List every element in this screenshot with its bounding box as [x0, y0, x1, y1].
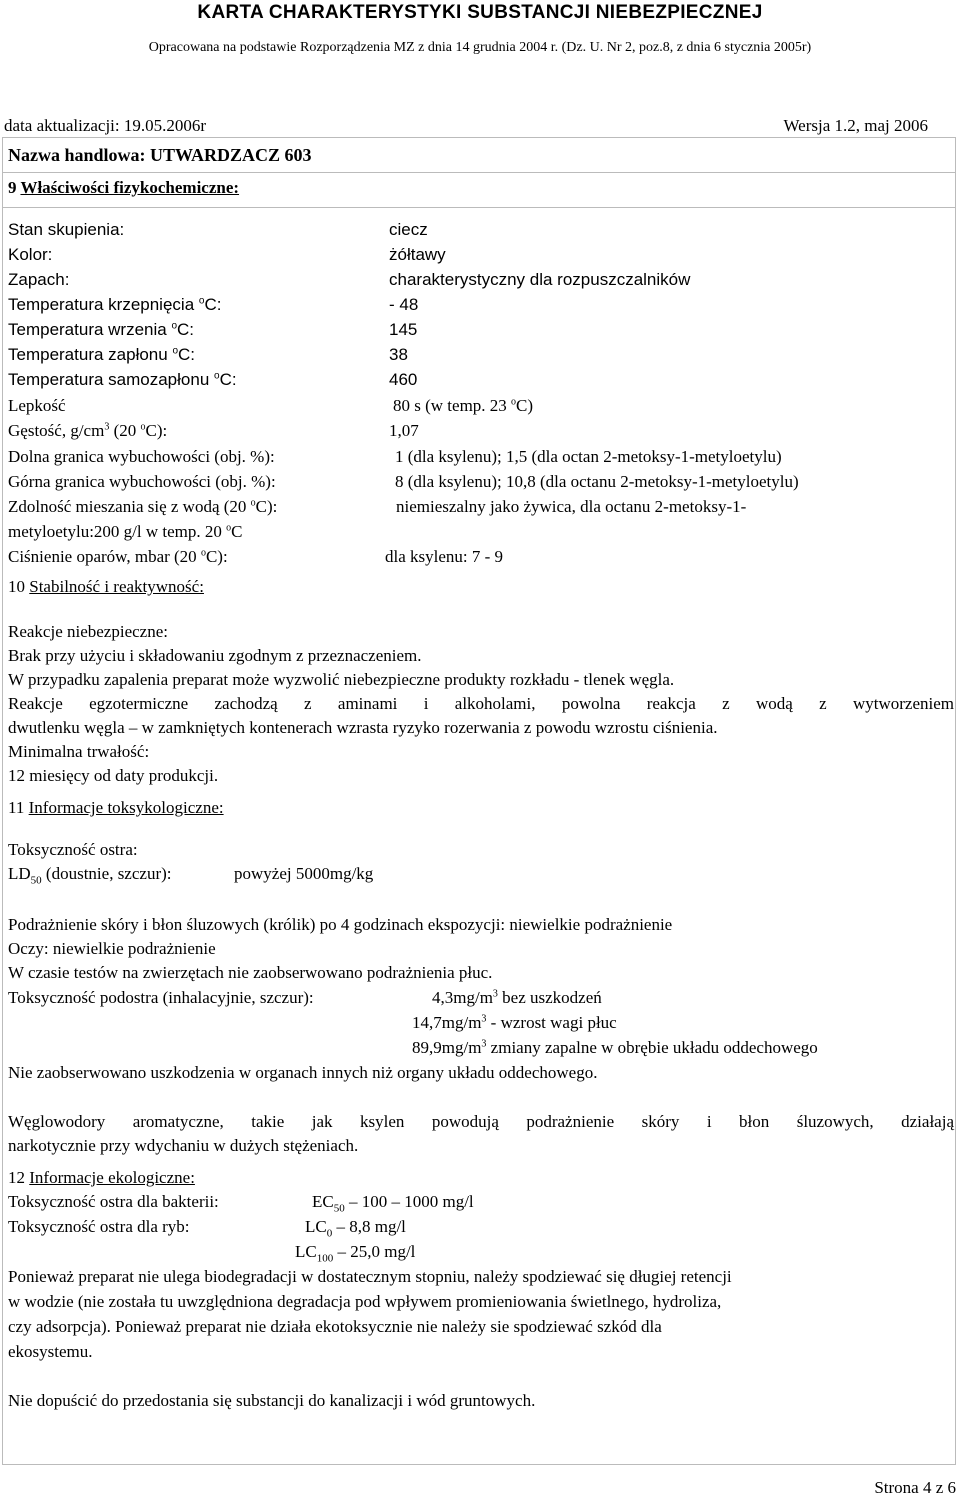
prop-value: dla ksylenu: 7 - 9	[385, 547, 504, 566]
prop-label: Stan skupienia:	[8, 220, 125, 239]
prop-label: Temperatura wrzenia $^o$C:	[8, 320, 195, 339]
prop-label: Zdolność mieszania się z wodą (20 $^o$C):	[8, 497, 278, 516]
prop-label: Górna granica wybuchowości (obj. %):	[8, 472, 276, 491]
text-line: W czasie testów na zwierzętach nie zaobserwowano podrażnienia płuc.	[8, 963, 493, 982]
section-9-heading: 9 Właściwości fizykochemiczne:	[8, 178, 240, 197]
ec50-value: $EC_{50} - 100 - 1000$ mg/l	[312, 1192, 474, 1215]
section-10-heading: 10 Stabilność i reaktywność:	[8, 577, 204, 596]
text-line: narkotycznie przy wdychaniu w dużych stężeniach.	[8, 1136, 359, 1155]
prop-value: charakterystyczny dla rozpuszczalników	[389, 270, 691, 289]
lc0-value: $LC_0 - 8,8$ mg/l	[305, 1217, 406, 1240]
prop-label: Temperatura zapłonu $^o$C:	[8, 345, 195, 364]
update-date: data aktualizacji: 19.05.2006r	[4, 116, 207, 135]
prop-label: Dolna granica wybuchowości (obj. %):	[8, 447, 275, 466]
document-title: KARTA CHARAKTERYSTYKI SUBSTANCJI NIEBEZPIECZNEJ	[197, 2, 763, 23]
prop-value: 80 s (w temp. 23 $^o$C)	[393, 396, 534, 415]
prop-value: 1 (dla ksylenu); 1,5 (dla octan 2-metoksy-1-metyloetylu)	[395, 447, 782, 466]
version: Wersja 1.2, maj 2006	[783, 116, 928, 135]
text-line: dwutlenku węgla – w zamkniętych kontenerach wzrasta ryzyko rozerwania z powodu wzrostu ciśnienia.	[8, 718, 718, 737]
prop-label: Gęstość, $g/cm^3$ (20 $^o$C):	[8, 421, 168, 440]
ld50-value: powyżej 5000mg/kg	[234, 864, 374, 883]
text-line: w wodzie (nie została tu uwzględniona degradacja pod wpływem promieniowania świetlnego, hydroliza,	[8, 1292, 722, 1311]
text-line: Węglowodory aromatyczne, takie jak ksylen powodują podrażnienie skóry i błon śluzowych, działają	[8, 1112, 954, 1131]
prop-value: niemieszalny jako żywica, dla octanu 2-metoksy-1-	[396, 497, 747, 516]
subacute-value: $14,7mg/m^3$ - wzrost wagi płuc	[412, 1013, 617, 1032]
prop-value: - 48	[389, 295, 419, 314]
divider	[2, 207, 955, 208]
ld50-label: $LD_{50}$ (doustnie, szczur):	[8, 864, 172, 887]
text-line: Toksyczność ostra dla bakterii:	[8, 1192, 219, 1211]
prop-value: 460	[389, 370, 418, 389]
prop-value: ciecz	[389, 220, 428, 239]
prop-value: 8 (dla ksylenu); 10,8 (dla octanu 2-metoksy-1-metyloetylu)	[395, 472, 799, 491]
prop-label: Temperatura krzepnięcia $^o$C:	[8, 295, 222, 314]
text-line: Reakcje egzotermiczne zachodzą z aminami i alkoholami, powolna reakcja z wodą z wytworzeniem	[8, 694, 954, 713]
text-line: Toksyczność podostra (inhalacyjnie, szczur):	[8, 988, 314, 1007]
subacute-value: $89,9mg/m^3$ zmiany zapalne w obrębie układu oddechowego	[412, 1038, 818, 1057]
subacute-value: $4,3mg/m^3$ bez uszkodzeń	[432, 988, 602, 1007]
text-line: Toksyczność ostra:	[8, 840, 138, 859]
subheading: Reakcje niebezpieczne:	[8, 622, 168, 641]
text-line: Oczy: niewielkie podrażnienie	[8, 939, 216, 958]
prop-value: 38	[389, 345, 408, 364]
text-line: Nie zaobserwowano uszkodzenia w organach innych niż organy układu oddechowego.	[8, 1063, 598, 1082]
text-line: Brak przy użyciu i składowaniu zgodnym z przeznaczeniem.	[8, 646, 422, 665]
text-line: ekosystemu.	[8, 1342, 93, 1361]
prop-label: Temperatura samozapłonu $^o$C:	[8, 370, 237, 389]
regulation-subtitle: Opracowana na podstawie Rozporządzenia MZ z dnia 14 grudnia 2004 r. (Dz. U. Nr 2, poz.8, z dnia 6 stycznia 2005r)	[148, 40, 812, 55]
prop-label: Ciśnienie oparów, mbar (20 $^o$C):	[8, 547, 228, 566]
text-line: Ponieważ preparat nie ulega biodegradacji w dostatecznym stopniu, należy spodziewać się długiej retencji	[8, 1267, 732, 1286]
prop-value-continued: metyloetylu:200 g/l w temp. 20 $^o$C	[8, 522, 243, 541]
text-line: Podrażnienie skóry i błon śluzowych (królik) po 4 godzinach ekspozycji: niewielkie podrażnienie	[8, 915, 673, 934]
lc100-value: $LC_{100} - 25,0$ mg/l	[295, 1242, 416, 1265]
prop-label: Zapach:	[8, 270, 70, 289]
prop-label: Lepkość	[8, 396, 66, 415]
text-line: 12 miesięcy od daty produkcji.	[8, 766, 219, 785]
text-line: Nie dopuścić do przedostania się substancji do kanalizacji i wód gruntowych.	[8, 1391, 536, 1410]
text-line: czy adsorpcja). Ponieważ preparat nie działa ekotoksycznie nie należy sie spodziewać szkód dla	[8, 1317, 662, 1336]
section-12-heading: 12 Informacje ekologiczne:	[8, 1168, 195, 1187]
prop-value: żółtawy	[389, 245, 446, 264]
prop-value: 145	[389, 320, 418, 339]
prop-value: 1,07	[389, 421, 419, 440]
text-line: Toksyczność ostra dla ryb:	[8, 1217, 190, 1236]
section-11-heading: 11 Informacje toksykologiczne:	[8, 798, 224, 817]
prop-label: Kolor:	[8, 245, 53, 264]
text-line: W przypadku zapalenia preparat może wyzwolić niebezpieczne produkty rozkładu - tlenek węgla.	[8, 670, 675, 689]
trade-name: Nazwa handlowa: UTWARDZACZ 603	[8, 145, 312, 165]
divider	[2, 172, 955, 173]
page-number: Strona 4 z 6	[874, 1478, 956, 1497]
subheading: Minimalna trwałość:	[8, 742, 150, 761]
